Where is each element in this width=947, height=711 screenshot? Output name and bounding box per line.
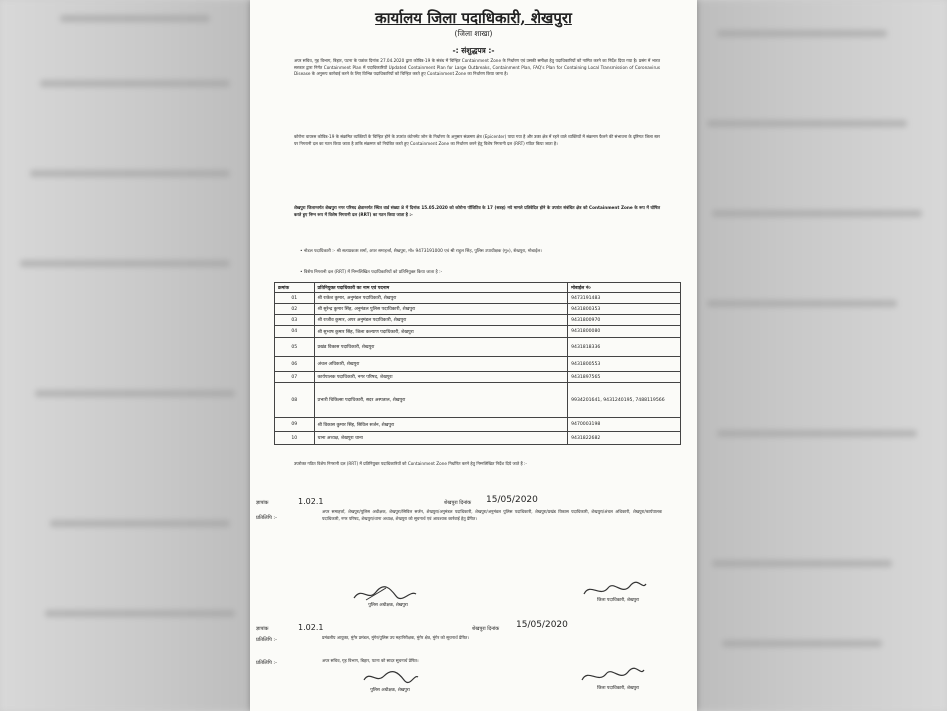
table-cell-serial: 07	[275, 372, 315, 383]
column-header-serial: क्रमांक	[275, 283, 315, 293]
table-row	[275, 357, 681, 372]
signatory-2-right: जिला पदाधिकारी, शेखपुरा	[597, 686, 639, 691]
closing-paragraph: उपरोक्त गठित विशेष निगरानी दल (RRT) में प्रतिनियुक्त पदाधिकारियों को Containment Zone निर्धारित करने हेतु निम्नलिखित निर्देश दिये जाते हैं :-	[294, 461, 527, 466]
table-cell-serial: 01	[275, 293, 315, 304]
officers-table	[274, 282, 681, 445]
bullet-nodal-officer: • नोडल पदाधिकारी :- श्री सत्यप्रकाश शर्मा, अपर समाहर्त्ता, शेखपुरा, मो० 9473191000 एवं श्री राहुल सिंह, पुलिस उपाधीक्षक (मु०), शेखपुरा, मोबाईल।	[300, 249, 542, 254]
paragraph-1: अपर सचिव, गृह विभाग, बिहार, पटना के पत्रांक दिनांक 27.04.2020 द्वारा कोविड-19 के संबंध में चिन्हित Containment Zone के निर्धारण एवं उसकी समीक्षा हेतु पदाधिकारियों को नामित करने का निर्देश दिया गया है। प्रसंग में भारत सरकार द्वारा निर्गत Containment Plan में पदाधिकारियों Updated Containment Plan for Large Outbreaks, Containment Plan, FAQ's Plan for Containing Local Transmission of Coronavirus Disease के अनुरूप कार्रवाई करने के लिए विभिन्न पदाधिकारियों को चिन्हित करते हुए Containment Zone का निर्धारण किया जाना है।	[294, 58, 660, 77]
table-cell-serial: 05	[275, 338, 315, 357]
table-cell-serial: 03	[275, 315, 315, 326]
copy-2-text: प्रमंडलीय आयुक्त, मुंगेर प्रमंडल, मुंगेर/पुलिस उप महानिरीक्षक, मुंगेर क्षेत्र, मुंगेर को सूचनार्थ प्रेषित।	[322, 635, 469, 640]
table-cell-serial: 10	[275, 432, 315, 445]
table-cell-serial: 04	[275, 326, 315, 338]
table-row	[275, 326, 681, 338]
office-title: कार्यालय जिला पदाधिकारी, शेखपुरा	[375, 9, 572, 27]
memo-2-date: 15/05/2020	[516, 620, 568, 630]
blurred-background-left	[0, 0, 250, 711]
paragraph-3: शेखपुरा जिलान्तर्गत शेखपुरा नगर परिषद क्षेत्रान्तर्गत स्थित वार्ड संख्या 8 में दिनांक 15.05.2020 को कोरोना पॉजिटिव के 17 (सत्रह) नये मामले प्रतिवेदित होने के उपरांत संबंधित क्षेत्र को Containment Zone के रूप में घोषित करते हुए निम्न रूप में विशेष निगरानी दल (RRT) का गठन किया जाता है :-	[294, 205, 660, 217]
table-cell-name: प्रखंड विकास पदाधिकारी, शेखपुरा	[314, 338, 568, 357]
table-cell-mobile: 9934201641, 9431240195, 7488119566	[568, 383, 681, 418]
table-cell-mobile: 9470003198	[568, 418, 681, 432]
table-row	[275, 338, 681, 357]
table-cell-mobile: 9431800353	[568, 304, 681, 315]
table-row	[275, 304, 681, 315]
office-subtitle: (जिला शाखा)	[454, 29, 493, 38]
section-heading: -: संशुद्धपत्र :-	[452, 46, 495, 55]
table-row	[275, 293, 681, 304]
table-cell-name: श्री सुरेन्द्र कुमार सिंह, अनुमंडल पुलिस पदाधिकारी, शेखपुरा	[314, 304, 568, 315]
column-header-name: प्रतिनियुक्त पदाधिकारी का नाम एवं पदनाम	[314, 283, 568, 293]
police-superintendent-signature	[350, 584, 420, 604]
signatory-2-left: पुलिस अधीक्षक, शेखपुरा	[370, 688, 410, 693]
copy-1-label: प्रतिलिपि :-	[256, 515, 277, 521]
table-cell-mobile: 9431800080	[568, 326, 681, 338]
table-cell-mobile: 9473191483	[568, 293, 681, 304]
memo-1-number: 1.02.1	[298, 497, 324, 506]
table-cell-mobile: 9431800553	[568, 357, 681, 372]
police-superintendent-signature-2	[360, 668, 420, 686]
document-page	[250, 0, 697, 711]
table-cell-name: श्री राजीव कुमार, अपर अनुमंडल पदाधिकारी, शेखपुरा	[314, 315, 568, 326]
copy-3-label: प्रतिलिपि :-	[256, 660, 277, 666]
table-cell-mobile: 9431800970	[568, 315, 681, 326]
table-cell-serial: 08	[275, 383, 315, 418]
bullet-rrt-team: • विशेष निगरानी दल (RRT) में निम्नलिखित पदाधिकारियों को प्रतिनियुक्त किया जाता है :-	[300, 270, 443, 275]
memo-1-label: ज्ञापांक	[256, 500, 269, 506]
table-cell-name: श्री राकेश कुमार, अनुमंडल पदाधिकारी, शेखपुरा	[314, 293, 568, 304]
blurred-background-right	[697, 0, 947, 711]
memo-1-date: 15/05/2020	[486, 495, 538, 505]
table-cell-name: प्रभारी चिकित्सा पदाधिकारी, सदर अस्पताल, शेखपुरा	[314, 383, 568, 418]
memo-2-number: 1.02.1	[298, 623, 324, 632]
district-magistrate-signature-2	[578, 664, 648, 686]
table-cell-name: थाना अध्यक्ष, शेखपुरा थाना	[314, 432, 568, 445]
table-cell-mobile: 9431818336	[568, 338, 681, 357]
signatory-1-left: पुलिस अधीक्षक, शेखपुरा	[368, 603, 408, 608]
table-cell-name: श्री विकास कुमार सिंह, सिविल सर्जन, शेखपुरा	[314, 418, 568, 432]
district-magistrate-signature	[580, 578, 650, 600]
table-row	[275, 432, 681, 445]
copy-2-label: प्रतिलिपि :-	[256, 637, 277, 643]
signatory-1-right: जिला पदाधिकारी, शेखपुरा	[597, 598, 639, 603]
table-cell-serial: 06	[275, 357, 315, 372]
table-cell-serial: 09	[275, 418, 315, 432]
table-cell-name: कार्यपालक पदाधिकारी, नगर परिषद, शेखपुरा	[314, 372, 568, 383]
table-cell-mobile: 9431822682	[568, 432, 681, 445]
copy-1-text: अपर समाहर्त्ता, शेखपुरा/पुलिस अधीक्षक, शेखपुरा/सिविल सर्जन, शेखपुरा/अनुमंडल पदाधिकारी, शेखपुरा/अनुमंडल पुलिस पदाधिकारी, शेखपुरा/प्रखंड विकास पदाधिकारी, शेखपुरा/अंचल अधिकारी, शेखपुरा/कार्यपालक पदाधिकारी, नगर परिषद, शेखपुरा/थाना अध्यक्ष, शेखपुरा को सूचनार्थ एवं आवश्यक कार्रवाई हेतु प्रेषित।	[322, 509, 662, 521]
copy-3-text: अपर सचिव, गृह विभाग, बिहार, पटना को सादर सूचनार्थ प्रेषित।	[322, 658, 419, 663]
table-cell-name: श्री सुभाष कुमार सिंह, जिला कल्याण पदाधिकारी, शेखपुरा	[314, 326, 568, 338]
table-cell-serial: 02	[275, 304, 315, 315]
column-header-mobile: मोबाईल नं०	[568, 283, 681, 293]
table-row	[275, 372, 681, 383]
memo-1-date-label: शेखपुरा दिनांक	[444, 500, 472, 506]
memo-2-date-label: शेखपुरा दिनांक	[472, 626, 500, 632]
paragraph-2: कोरोना वायरस कोविड-19 के संक्रमित व्यक्तियों के चिन्हित होने के उपरांत कंटेनमेंट जोन के निर्धारण के अनुसार संक्रमण क्षेत्र (Epicenter) पाया गया है और उक्त क्षेत्र में रहने वाले व्यक्तियों में संक्रमण फैलने की संभावना के दृष्टिगत जिला स्तर पर निगरानी दल का गठन किया जाता है ताकि संक्रमण को नियंत्रित करते हुए Containment Zone का निर्धारण करने हेतु विशेष निगरानी दल (RRT) गठित किया जाता है।	[294, 134, 660, 146]
table-header-row	[275, 283, 681, 293]
table-row	[275, 315, 681, 326]
table-row	[275, 418, 681, 432]
table-cell-mobile: 9431897565	[568, 372, 681, 383]
table-row	[275, 383, 681, 418]
memo-2-label: ज्ञापांक	[256, 626, 269, 632]
table-cell-name: अंचल अधिकारी, शेखपुरा	[314, 357, 568, 372]
